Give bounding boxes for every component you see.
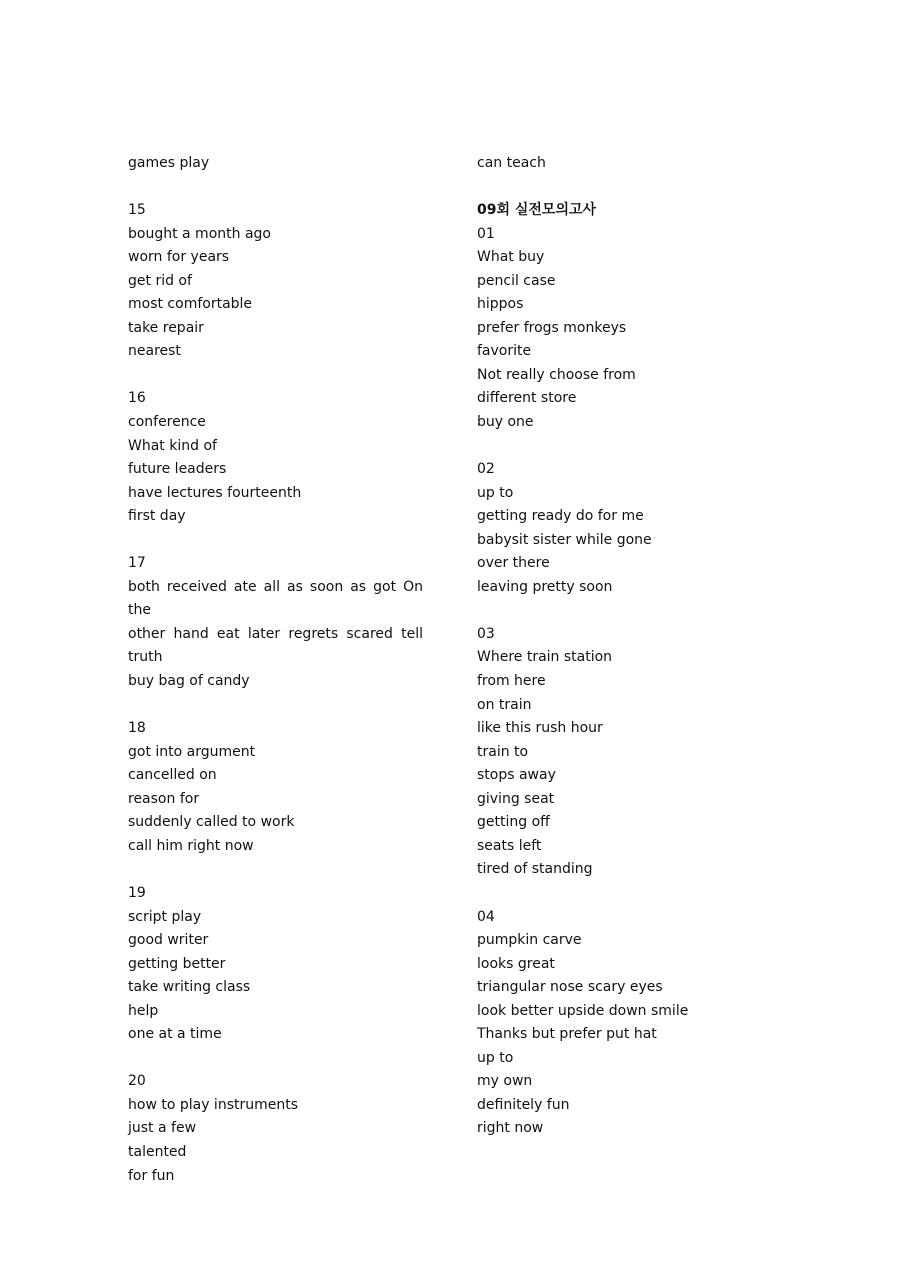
answer-line: What buy (477, 249, 545, 266)
blank-line (477, 435, 777, 459)
answer-line: got into argument (128, 743, 256, 760)
question-number: 18 (128, 720, 146, 737)
answer-line: looks great (477, 955, 555, 972)
answer-line: tired of standing (477, 861, 593, 878)
answer-line: games play (128, 155, 210, 171)
answer-line: other hand eat later regrets scared tell truth (128, 625, 423, 666)
answer-line: take repair (128, 319, 204, 336)
question-number: 20 (128, 1073, 146, 1090)
blank-line (477, 176, 777, 200)
blank-line (128, 529, 423, 553)
answer-line: get rid of (128, 272, 192, 289)
answer-line: for fun (128, 1167, 175, 1184)
answer-line: first day (128, 508, 186, 525)
answer-line: definitely fun (477, 1096, 570, 1113)
answer-line: pumpkin carve (477, 932, 582, 949)
answer-line: buy bag of candy (128, 673, 250, 690)
question-number: 17 (128, 555, 146, 572)
answer-line: from here (477, 673, 546, 690)
blank-line (128, 1047, 423, 1071)
answer-line: Not really choose from (477, 366, 636, 383)
answer-line: talented (128, 1143, 187, 1160)
answer-line: leaving pretty soon (477, 578, 613, 595)
answer-line: cancelled on (128, 767, 217, 784)
answer-line: stops away (477, 767, 556, 784)
answer-line: conference (128, 414, 206, 431)
question-number: 03 (477, 625, 495, 642)
answer-line: both received ate all as soon as got On the (128, 578, 423, 619)
question-number: 01 (477, 225, 495, 242)
answer-line: suddenly called to work (128, 814, 295, 831)
answer-line: pencil case (477, 272, 556, 289)
answer-line: right now (477, 1120, 544, 1137)
answer-line: up to (477, 484, 514, 501)
left-column (128, 152, 423, 1188)
answer-line: Where train station (477, 649, 613, 666)
answer-line: giving seat (477, 790, 555, 807)
answer-line: look better upside down smile (477, 1002, 689, 1019)
question-number: 15 (128, 202, 146, 219)
answer-line: favorite (477, 343, 532, 360)
answer-line: What kind of (128, 437, 217, 454)
answer-line: can teach (477, 155, 546, 171)
answer-line: script play (128, 908, 202, 925)
right-column (477, 152, 777, 1141)
question-number: 04 (477, 908, 495, 925)
blank-line (477, 882, 777, 906)
answer-line: over there (477, 555, 550, 572)
answer-line: babysit sister while gone (477, 531, 652, 548)
answer-line: have lectures fourteenth (128, 484, 302, 501)
question-number: 02 (477, 461, 495, 478)
answer-line: good writer (128, 932, 209, 949)
answer-line: up to (477, 1049, 514, 1066)
answer-line: take writing class (128, 979, 251, 996)
answer-line: future leaders (128, 461, 227, 478)
answer-line: hippos (477, 296, 524, 313)
answer-line: how to play instruments (128, 1096, 299, 1113)
answer-line: help (128, 1002, 159, 1019)
answer-line: seats left (477, 837, 542, 854)
answer-line: my own (477, 1073, 533, 1090)
answer-line: like this rush hour (477, 720, 603, 737)
blank-line (128, 858, 423, 882)
answer-line: most comfortable (128, 296, 253, 313)
answer-line: Thanks but prefer put hat (477, 1026, 657, 1043)
blank-line (477, 599, 777, 623)
section-heading: 09회 실전모의고사 (477, 202, 597, 219)
answer-line: getting better (128, 955, 226, 972)
answer-line: prefer frogs monkeys (477, 319, 627, 336)
answer-line: triangular nose scary eyes (477, 979, 663, 996)
answer-line: reason for (128, 790, 200, 807)
answer-line: on train (477, 696, 532, 713)
answer-line: just a few (128, 1120, 197, 1137)
blank-line (128, 694, 423, 718)
answer-line: one at a time (128, 1026, 222, 1043)
answer-line: train to (477, 743, 529, 760)
blank-line (128, 176, 423, 200)
answer-line: different store (477, 390, 577, 407)
answer-line: buy one (477, 414, 534, 431)
blank-line (128, 364, 423, 388)
answer-line: call him right now (128, 837, 254, 854)
answer-line: getting off (477, 814, 550, 831)
answer-line: getting ready do for me (477, 508, 644, 525)
question-number: 16 (128, 390, 146, 407)
answer-line: worn for years (128, 249, 230, 266)
answer-line: nearest (128, 343, 181, 360)
question-number: 19 (128, 884, 146, 901)
answer-line: bought a month ago (128, 225, 271, 242)
